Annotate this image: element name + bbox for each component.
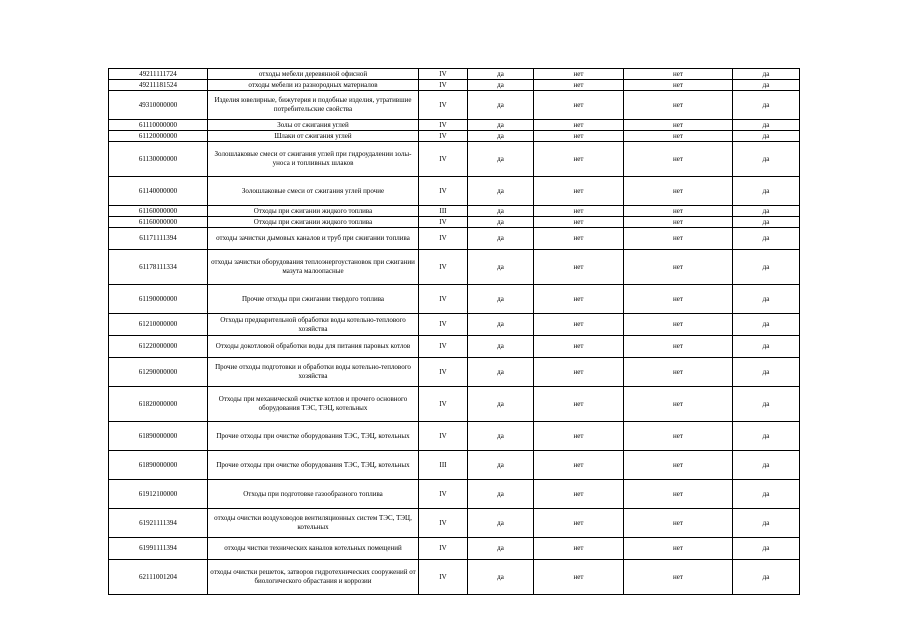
cell-waste-name: Отходы при подготовке газообразного топлива	[208, 480, 419, 509]
cell-waste-name: Отходы при сжигании жидкого топлива	[208, 206, 419, 217]
cell-hazard-class: IV	[419, 480, 468, 509]
cell-col7: да	[733, 80, 800, 91]
cell-col7: да	[733, 206, 800, 217]
cell-col6: нет	[624, 131, 733, 142]
cell-col5: нет	[534, 131, 624, 142]
cell-col4: да	[468, 69, 534, 80]
cell-col6: нет	[624, 91, 733, 120]
cell-col4: да	[468, 206, 534, 217]
table-row	[109, 314, 800, 336]
cell-waste-name: Прочие отходы при сжигании твердого топлива	[208, 285, 419, 314]
table-row	[109, 142, 800, 177]
cell-col5: нет	[534, 80, 624, 91]
cell-col5: нет	[534, 217, 624, 228]
cell-hazard-class: IV	[419, 250, 468, 285]
table-row	[109, 131, 800, 142]
cell-col4: да	[468, 358, 534, 387]
cell-hazard-class: IV	[419, 131, 468, 142]
cell-col4: да	[468, 142, 534, 177]
cell-col5: нет	[534, 538, 624, 560]
table-row	[109, 250, 800, 285]
cell-col6: нет	[624, 560, 733, 595]
cell-hazard-class: IV	[419, 285, 468, 314]
table-row	[109, 206, 800, 217]
table-row	[109, 422, 800, 451]
cell-hazard-class: IV	[419, 560, 468, 595]
cell-col5: нет	[534, 480, 624, 509]
table-row	[109, 285, 800, 314]
cell-waste-code: 61290000000	[109, 358, 208, 387]
table-row	[109, 217, 800, 228]
cell-waste-code: 61160000000	[109, 217, 208, 228]
cell-waste-code: 61171111394	[109, 228, 208, 250]
cell-hazard-class: IV	[419, 314, 468, 336]
cell-col5: нет	[534, 120, 624, 131]
cell-col6: нет	[624, 387, 733, 422]
cell-col5: нет	[534, 314, 624, 336]
cell-hazard-class: III	[419, 206, 468, 217]
cell-col5: нет	[534, 451, 624, 480]
cell-waste-name: Прочие отходы при очистке оборудования ТЭС, ТЭЦ, котельных	[208, 451, 419, 480]
cell-waste-name: отходы зачистки оборудования теплоэнергоустановок при сжигании мазута малоопасные	[208, 250, 419, 285]
cell-col5: нет	[534, 206, 624, 217]
cell-waste-name: Отходы при сжигании жидкого топлива	[208, 217, 419, 228]
cell-col7: да	[733, 509, 800, 538]
cell-col6: нет	[624, 538, 733, 560]
cell-waste-name: Отходы предварительной обработки воды котельно-теплового хозяйства	[208, 314, 419, 336]
cell-col7: да	[733, 336, 800, 358]
cell-col6: нет	[624, 69, 733, 80]
cell-hazard-class: IV	[419, 387, 468, 422]
table-body	[109, 69, 800, 595]
cell-hazard-class: IV	[419, 69, 468, 80]
table-row	[109, 358, 800, 387]
cell-col6: нет	[624, 206, 733, 217]
cell-waste-code: 61820000000	[109, 387, 208, 422]
cell-col7: да	[733, 451, 800, 480]
cell-col6: нет	[624, 358, 733, 387]
cell-waste-code: 61210000000	[109, 314, 208, 336]
cell-waste-code: 61991111394	[109, 538, 208, 560]
cell-waste-code: 61890000000	[109, 422, 208, 451]
cell-waste-name: отходы очистки решеток, затворов гидротехнических сооружений от биологического обрастания и коррозии	[208, 560, 419, 595]
cell-waste-name: отходы мебели деревянной офисной	[208, 69, 419, 80]
cell-waste-code: 61130000000	[109, 142, 208, 177]
cell-col7: да	[733, 538, 800, 560]
cell-waste-code: 61178111334	[109, 250, 208, 285]
cell-waste-name: Прочие отходы подготовки и обработки воды котельно-теплового хозяйства	[208, 358, 419, 387]
cell-waste-code: 61912100000	[109, 480, 208, 509]
table-row	[109, 177, 800, 206]
table-row	[109, 560, 800, 595]
cell-col6: нет	[624, 177, 733, 206]
cell-hazard-class: IV	[419, 538, 468, 560]
cell-waste-code: 62111001204	[109, 560, 208, 595]
table-row	[109, 228, 800, 250]
cell-col4: да	[468, 480, 534, 509]
cell-waste-code: 49211111724	[109, 69, 208, 80]
cell-waste-code: 61220000000	[109, 336, 208, 358]
cell-col5: нет	[534, 560, 624, 595]
cell-col4: да	[468, 228, 534, 250]
cell-col5: нет	[534, 358, 624, 387]
table-row	[109, 91, 800, 120]
cell-hazard-class: IV	[419, 80, 468, 91]
cell-col7: да	[733, 120, 800, 131]
cell-col7: да	[733, 217, 800, 228]
cell-waste-name: Золы от сжигания углей	[208, 120, 419, 131]
cell-col4: да	[468, 336, 534, 358]
cell-col4: да	[468, 314, 534, 336]
cell-waste-name: отходы очистки воздуховодов вентиляционных систем ТЭС, ТЭЦ, котельных	[208, 509, 419, 538]
cell-col6: нет	[624, 217, 733, 228]
cell-col4: да	[468, 451, 534, 480]
cell-col6: нет	[624, 142, 733, 177]
cell-col5: нет	[534, 250, 624, 285]
cell-col4: да	[468, 285, 534, 314]
cell-waste-name: Золошлаковые смеси от сжигания углей прочие	[208, 177, 419, 206]
table-row	[109, 451, 800, 480]
cell-col7: да	[733, 91, 800, 120]
cell-col6: нет	[624, 314, 733, 336]
cell-col7: да	[733, 228, 800, 250]
cell-waste-name: отходы чистки технических каналов котельных помещений	[208, 538, 419, 560]
cell-col6: нет	[624, 285, 733, 314]
cell-col4: да	[468, 387, 534, 422]
cell-waste-code: 61921111394	[109, 509, 208, 538]
cell-col7: да	[733, 131, 800, 142]
cell-col4: да	[468, 560, 534, 595]
cell-col4: да	[468, 250, 534, 285]
cell-waste-code: 49211181524	[109, 80, 208, 91]
cell-col7: да	[733, 69, 800, 80]
cell-col6: нет	[624, 120, 733, 131]
cell-col7: да	[733, 285, 800, 314]
table-row	[109, 69, 800, 80]
cell-col6: нет	[624, 422, 733, 451]
cell-col6: нет	[624, 509, 733, 538]
cell-col7: да	[733, 177, 800, 206]
table-row	[109, 80, 800, 91]
cell-hazard-class: III	[419, 451, 468, 480]
cell-col6: нет	[624, 451, 733, 480]
table-row	[109, 538, 800, 560]
waste-classification-table	[108, 68, 800, 595]
cell-col7: да	[733, 560, 800, 595]
table-row	[109, 336, 800, 358]
cell-col4: да	[468, 120, 534, 131]
cell-col4: да	[468, 509, 534, 538]
cell-col4: да	[468, 177, 534, 206]
cell-col6: нет	[624, 480, 733, 509]
cell-hazard-class: IV	[419, 91, 468, 120]
cell-hazard-class: IV	[419, 228, 468, 250]
table-row	[109, 480, 800, 509]
cell-hazard-class: IV	[419, 142, 468, 177]
cell-waste-name: Прочие отходы при очистке оборудования ТЭС, ТЭЦ, котельных	[208, 422, 419, 451]
cell-hazard-class: IV	[419, 177, 468, 206]
cell-col7: да	[733, 480, 800, 509]
cell-col7: да	[733, 250, 800, 285]
cell-waste-code: 61140000000	[109, 177, 208, 206]
cell-col4: да	[468, 91, 534, 120]
cell-waste-name: отходы мебели из разнородных материалов	[208, 80, 419, 91]
cell-col7: да	[733, 358, 800, 387]
cell-col4: да	[468, 80, 534, 91]
cell-hazard-class: IV	[419, 509, 468, 538]
cell-col5: нет	[534, 336, 624, 358]
cell-col5: нет	[534, 69, 624, 80]
cell-col6: нет	[624, 336, 733, 358]
cell-col5: нет	[534, 228, 624, 250]
cell-waste-code: 49310000000	[109, 91, 208, 120]
cell-waste-name: отходы зачистки дымовых каналов и труб при сжигании топлива	[208, 228, 419, 250]
cell-col4: да	[468, 422, 534, 451]
cell-col5: нет	[534, 422, 624, 451]
cell-waste-code: 61890000000	[109, 451, 208, 480]
table-row	[109, 120, 800, 131]
cell-col7: да	[733, 142, 800, 177]
cell-col6: нет	[624, 228, 733, 250]
cell-waste-name: Отходы докотловой обработки воды для питания паровых котлов	[208, 336, 419, 358]
cell-col4: да	[468, 217, 534, 228]
cell-waste-name: Шлаки от сжигания углей	[208, 131, 419, 142]
cell-col5: нет	[534, 177, 624, 206]
cell-hazard-class: IV	[419, 358, 468, 387]
cell-col5: нет	[534, 285, 624, 314]
cell-waste-name: Изделия ювелирные, бижутерия и подобные изделия, утратившие потребительские свойства	[208, 91, 419, 120]
table-row	[109, 387, 800, 422]
cell-hazard-class: IV	[419, 217, 468, 228]
cell-col6: нет	[624, 80, 733, 91]
cell-col5: нет	[534, 509, 624, 538]
cell-hazard-class: IV	[419, 422, 468, 451]
cell-hazard-class: IV	[419, 120, 468, 131]
table-row	[109, 509, 800, 538]
cell-waste-code: 61190000000	[109, 285, 208, 314]
cell-col7: да	[733, 387, 800, 422]
cell-waste-name: Золошлаковые смеси от сжигания углей при гидроудалении золы-уноса и топливных шлаков	[208, 142, 419, 177]
cell-col6: нет	[624, 250, 733, 285]
cell-waste-code: 61160000000	[109, 206, 208, 217]
cell-col5: нет	[534, 91, 624, 120]
cell-col7: да	[733, 314, 800, 336]
cell-waste-code: 61110000000	[109, 120, 208, 131]
cell-col7: да	[733, 422, 800, 451]
cell-hazard-class: IV	[419, 336, 468, 358]
cell-col4: да	[468, 538, 534, 560]
cell-col5: нет	[534, 387, 624, 422]
cell-col4: да	[468, 131, 534, 142]
cell-waste-name: Отходы при механической очистке котлов и прочего основного оборудования ТЭС, ТЭЦ, котельных	[208, 387, 419, 422]
cell-col5: нет	[534, 142, 624, 177]
cell-waste-code: 61120000000	[109, 131, 208, 142]
